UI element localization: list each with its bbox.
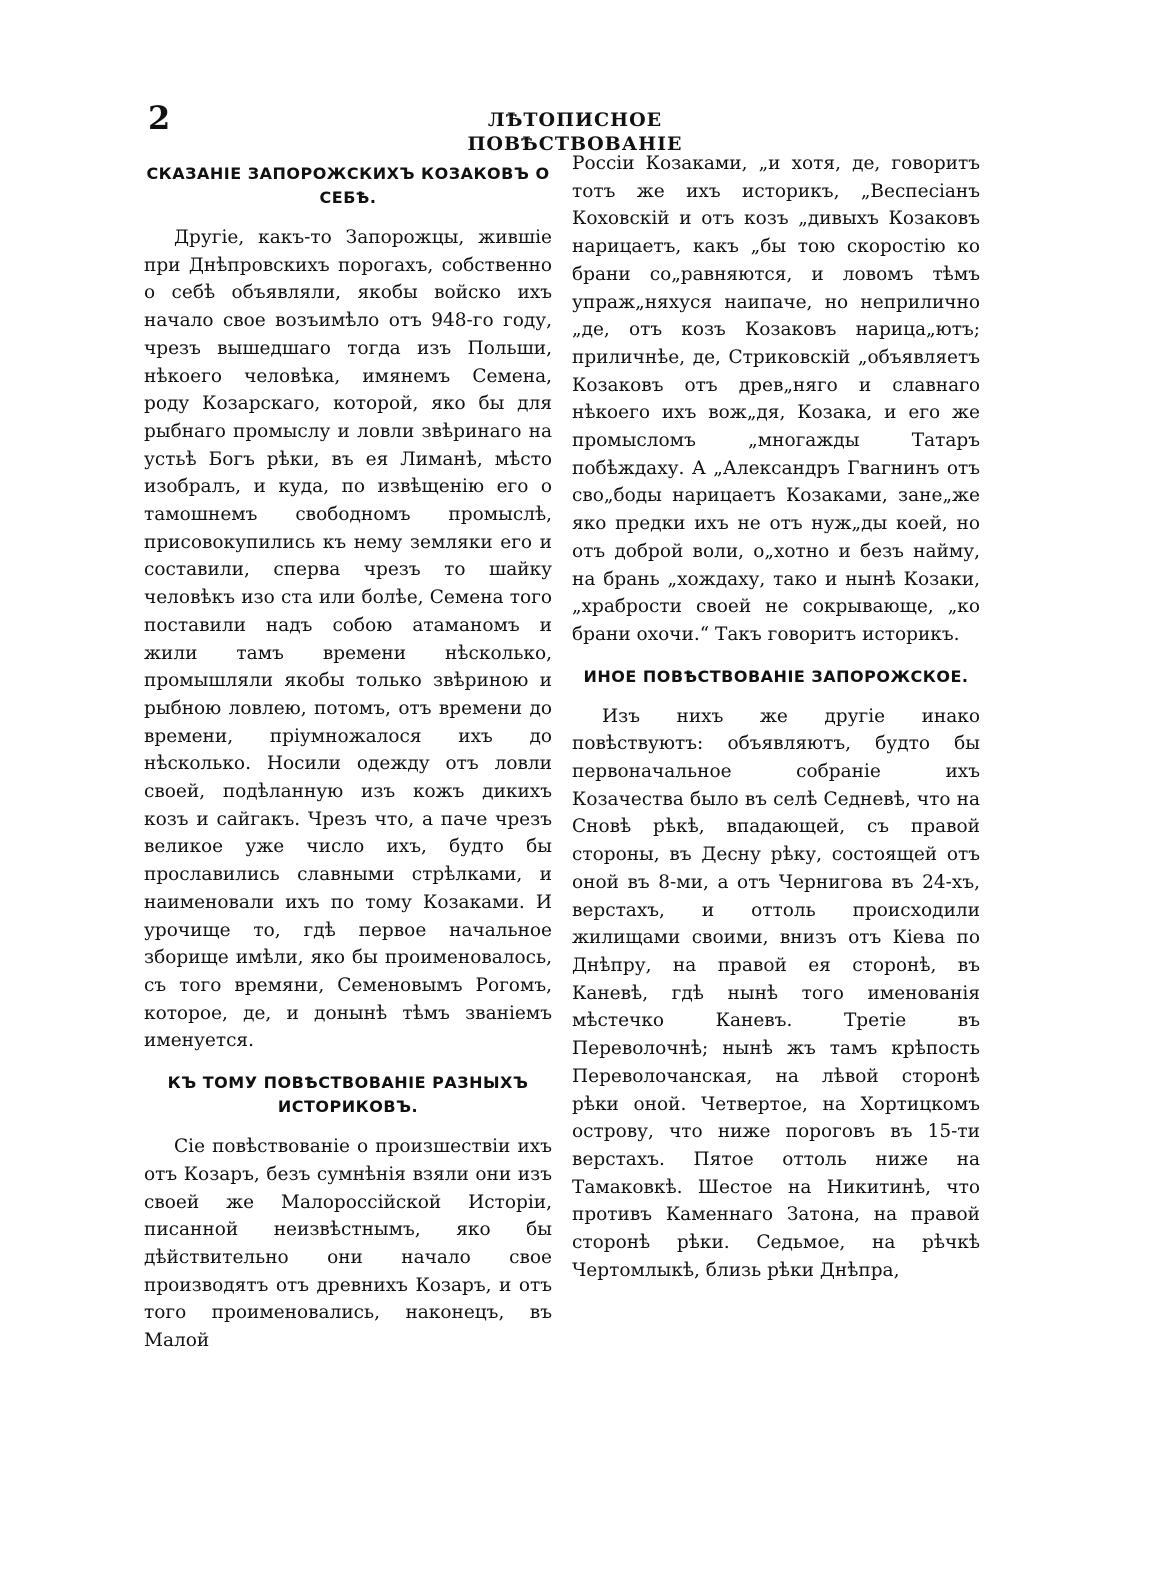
section-heading: КЪ ТОМУ ПОВѢСТВОВАНІЕ РАЗНЫХЪ ИСТОРИКОВЪ.: [167, 1073, 529, 1117]
section-heading: ИНОЕ ПОВѢСТВОВАНІЕ ЗАПОРОЖСКОЕ.: [583, 666, 969, 686]
paragraph: Изъ нихъ же другіе инако повѣствуютъ: объявляютъ, будто бы первоначальное собраніе ихъ Козачества было въ селѣ Седневѣ, что на Сновѣ рѣкѣ, впадающей, съ правой стороны, въ Десну рѣку, состоящей отъ оной въ 8-ми, а отъ Чернигова въ 24-хъ, верстахъ, и оттоль происходили жилищами своими, внизъ отъ Кіева по Днѣпру, на правой ея сторонѣ, въ Каневѣ, гдѣ нынѣ того именованія мѣстечко Каневъ. Третіе въ Переволочнѣ; нынѣ жъ тамъ крѣпость Переволочанская, на лѣвой сторонѣ рѣки оной. Четвертое, на Хортицкомъ острову, что ниже пороговъ въ 15-ти верстахъ. Пятое оттоль ниже на Тамаковкѣ. Шестое на Никитинѣ, что противъ Каменнаго Затона, на правой сторонѣ рѣки. Седьмое, на рѣчкѣ Чертомлыкѣ, близь рѣки Днѣпра,: [572, 705, 980, 1281]
right-column: [572, 150, 980, 1284]
page-number: 2: [148, 99, 171, 137]
paragraph: Россіи Козаками, „и хотя, де, говоритъ тотъ же ихъ историкъ, „Веспесіанъ Коховскій и отъ козъ „дивыхъ Козаковъ нарицаетъ, какъ „бы тою скоростію ко брани со„равняются, и ловомъ тѣмъ упраж„няхуся наипаче, но неприлично „де, отъ козъ Козаковъ нарица„ютъ; приличнѣе, де, Стриковскій „объявляетъ Козаковъ отъ древ„няго и славнаго нѣкоего ихъ вож„дя, Козака, и его же промысломъ „многажды Татаръ побѣждаху. А „Александръ Гвагнинъ отъ сво„боды нарицаетъ Козаками, зане„же яко предки ихъ не отъ нуж„ды коей, но отъ доброй воли, о„хотно и безъ найму, на брань „хождаху, тако и нынѣ Козаки, „храбрости своей не сокрывающе, „ко брани охочи.“ Такъ говоритъ историкъ.: [572, 153, 980, 645]
paragraph: Сіе повѣствованіе о произшествіи ихъ отъ Козаръ, безъ сумнѣнія взяли они изъ своей же Малороссійской Исторіи, писанной неизвѣстнымъ, яко бы дѣйствительно они начало свое производятъ отъ древнихъ Козаръ, и отъ того проименовались, наконецъ, въ Малой: [144, 1136, 552, 1352]
paragraph: Другіе, какъ-то Запорожцы, жившіе при Днѣпровскихъ порогахъ, собственно о себѣ объявляли, якобы войско ихъ начало свое возъимѣло отъ 948-го году, чрезъ вышедшаго тогда изъ Польши, нѣкоего человѣка, имянемъ Семена, роду Козарскаго, которой, яко бы для рыбнаго промыслу и ловли звѣринаго на устьѣ Богъ рѣки, въ ея Лиманѣ, мѣсто изобралъ, и куда, по извѣщенію его о тамошнемъ свободномъ промыслѣ, присовокупились къ нему земляки его и составили, сперва чрезъ то шайку человѣкъ изо ста или болѣе, Семена того поставили надъ собою атаманомъ и жили тамъ времени нѣсколько, промышляли якобы только звѣриною и рыбною ловлею, потомъ, отъ времени до времени, пріумножалося ихъ до нѣсколько. Носили одежду отъ ловли своей, подѣланную изъ кожъ дикихъ козъ и сайгакъ. Чрезъ что, а паче чрезъ великое уже число ихъ, будто бы прославились славными стрѣлками, и наименовали ихъ по тому Козаками. И урочище то, гдѣ первое начальное зборище имѣли, яко бы проименовалось, съ того времяни, Семеновымъ Рогомъ, которое, де, и донынѣ тѣмъ званіемъ именуется.: [144, 227, 552, 1052]
running-title: ЛѢТОПИСНОЕ ПОВѢСТВОВАНІЕ: [467, 109, 683, 155]
section-heading: СКАЗАНІЕ ЗАПОРОЖСКИХЪ КОЗАКОВЪ О СЕБѢ.: [146, 164, 550, 207]
left-column: [144, 150, 552, 1355]
